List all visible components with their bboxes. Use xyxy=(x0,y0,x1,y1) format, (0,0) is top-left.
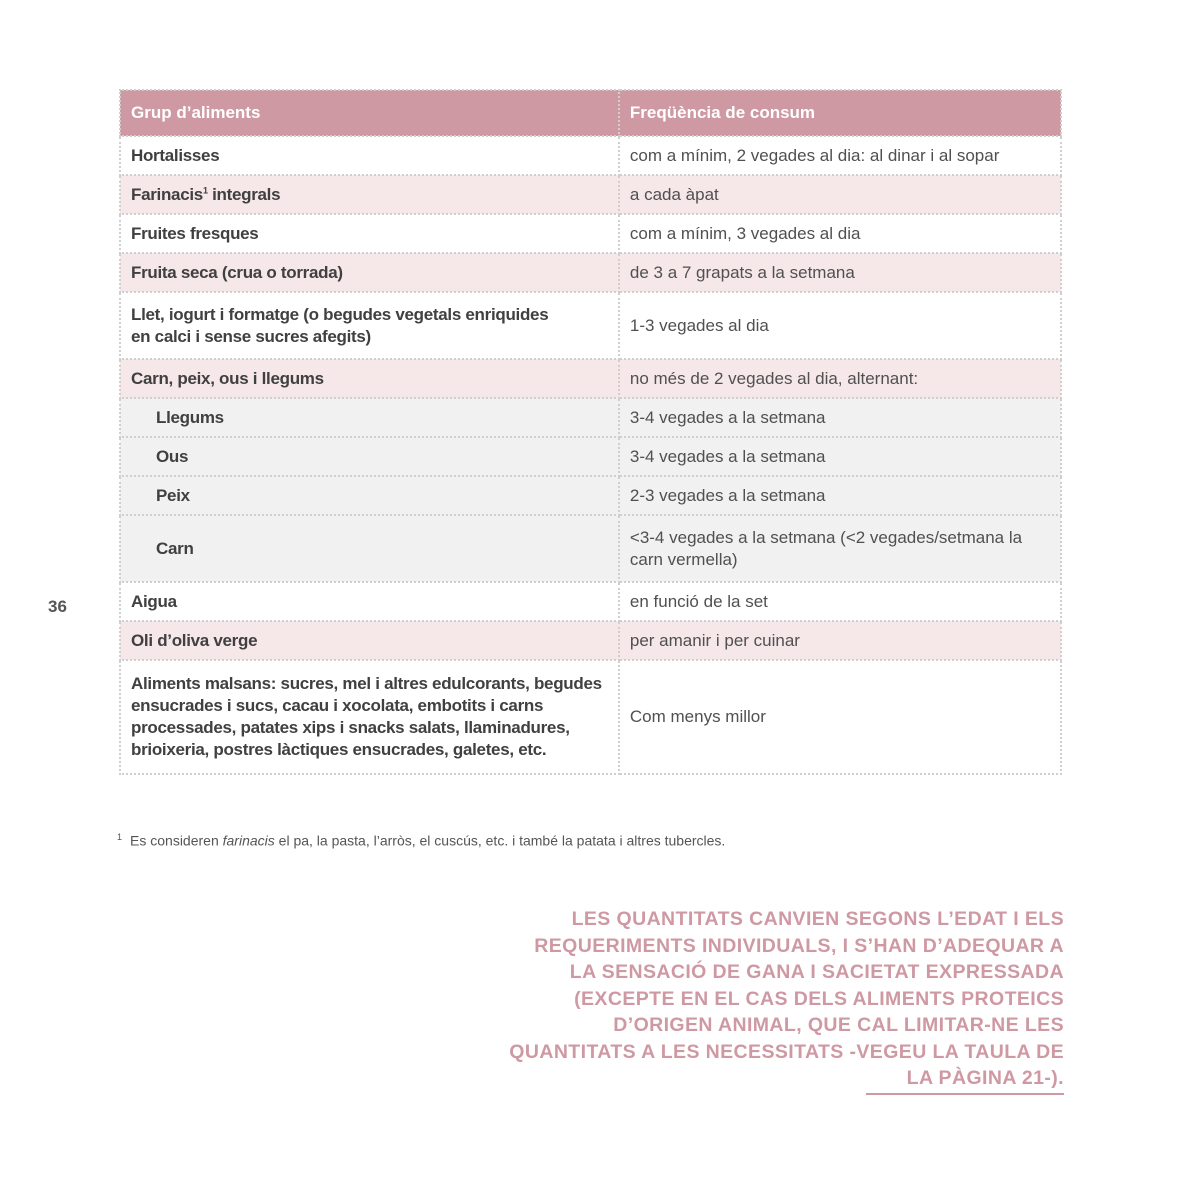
footnote-reference: 1 xyxy=(202,184,208,195)
table-row xyxy=(120,253,1061,292)
header-frequency: Freqüència de consum xyxy=(619,90,1061,136)
footnote-prefix: Es consideren xyxy=(130,832,223,849)
highlight-quote: LES QUANTITATS CANVIEN SEGONS L’EDAT I ELS REQUERIMENTS INDIVIDUALS, I S’HAN D’ADEQUAR A LA SENSACIÓ DE GANA I SACIETAT EXPRESSADA (EXCEPTE EN EL CAS DELS ALIMENTS PROTEICS D’ORIGEN ANIMAL, QUE CAL LIMITAR-NE LES QUANTITATS A LES NECESSITATS -VEGEU LA TAULA DE LA PÀGINA 21-). xyxy=(509,908,1064,1089)
table-row xyxy=(120,621,1061,660)
food-subgroup-cell: Ous xyxy=(120,437,619,476)
page-number: 36 xyxy=(48,597,67,616)
food-group-cell: Hortalisses xyxy=(120,136,619,175)
table-row xyxy=(120,476,1061,515)
table-row xyxy=(120,175,1061,214)
table-row xyxy=(120,359,1061,398)
frequency-cell: de 3 a 7 grapats a la setmana xyxy=(619,253,1061,292)
food-group-cell: Llet, iogurt i formatge (o begudes vegetals enriquides en calci i sense sucres afegits) xyxy=(120,292,619,359)
frequency-cell: 3-4 vegades a la setmana xyxy=(619,437,1061,476)
table-row xyxy=(120,136,1061,175)
food-subgroup-cell: Carn xyxy=(120,515,619,582)
food-group-suffix: integrals xyxy=(207,184,281,204)
frequency-cell: no més de 2 vegades al dia, alternant: xyxy=(619,359,1061,398)
food-group-cell: Aigua xyxy=(120,582,619,621)
frequency-cell: com a mínim, 3 vegades al dia xyxy=(619,214,1061,253)
food-group-name: Farinacis xyxy=(131,184,203,204)
food-subgroup-cell: Peix xyxy=(120,476,619,515)
table-row xyxy=(120,437,1061,476)
frequency-cell: com a mínim, 2 vegades al dia: al dinar i al sopar xyxy=(619,136,1061,175)
food-group-cell: Fruita seca (crua o torrada) xyxy=(120,253,619,292)
frequency-cell: 1-3 vegades al dia xyxy=(619,292,1061,359)
table-row xyxy=(120,398,1061,437)
quote-underline-divider xyxy=(866,1093,1064,1095)
table-header-row xyxy=(120,90,1061,136)
food-group-cell: Oli d’oliva verge xyxy=(120,621,619,660)
frequency-cell: 3-4 vegades a la setmana xyxy=(619,398,1061,437)
frequency-cell: 2-3 vegades a la setmana xyxy=(619,476,1061,515)
footnote xyxy=(117,832,725,849)
header-food-group: Grup d’aliments xyxy=(120,90,619,136)
food-subgroup-cell: Llegums xyxy=(120,398,619,437)
frequency-cell: a cada àpat xyxy=(619,175,1061,214)
food-group-cell: Carn, peix, ous i llegums xyxy=(120,359,619,398)
footnote-mark: 1 xyxy=(117,832,123,842)
food-group-cell xyxy=(120,175,619,214)
food-group-cell: Fruites fresques xyxy=(120,214,619,253)
table-row xyxy=(120,660,1061,774)
frequency-cell: en funció de la set xyxy=(619,582,1061,621)
footnote-suffix: el pa, la pasta, l’arròs, el cuscús, etc. i també la patata i altres tubercles. xyxy=(274,832,726,849)
table-row xyxy=(120,214,1061,253)
table-row xyxy=(120,515,1061,582)
table-row xyxy=(120,582,1061,621)
frequency-cell: Com menys millor xyxy=(619,660,1061,774)
footnote-emphasis: farinacis xyxy=(222,832,275,849)
table-row xyxy=(120,292,1061,359)
food-frequency-table xyxy=(119,89,1062,775)
food-group-cell: Aliments malsans: sucres, mel i altres edulcorants, begudes ensucrades i sucs, cacau i xocolata, embotits i carns processades, patates xips i snacks salats, llaminadures, brioixeria, postres làctiques ensucrades, galetes, etc. xyxy=(120,660,619,774)
frequency-cell: per amanir i per cuinar xyxy=(619,621,1061,660)
frequency-cell: <3-4 vegades a la setmana (<2 vegades/setmana la carn vermella) xyxy=(619,515,1061,582)
